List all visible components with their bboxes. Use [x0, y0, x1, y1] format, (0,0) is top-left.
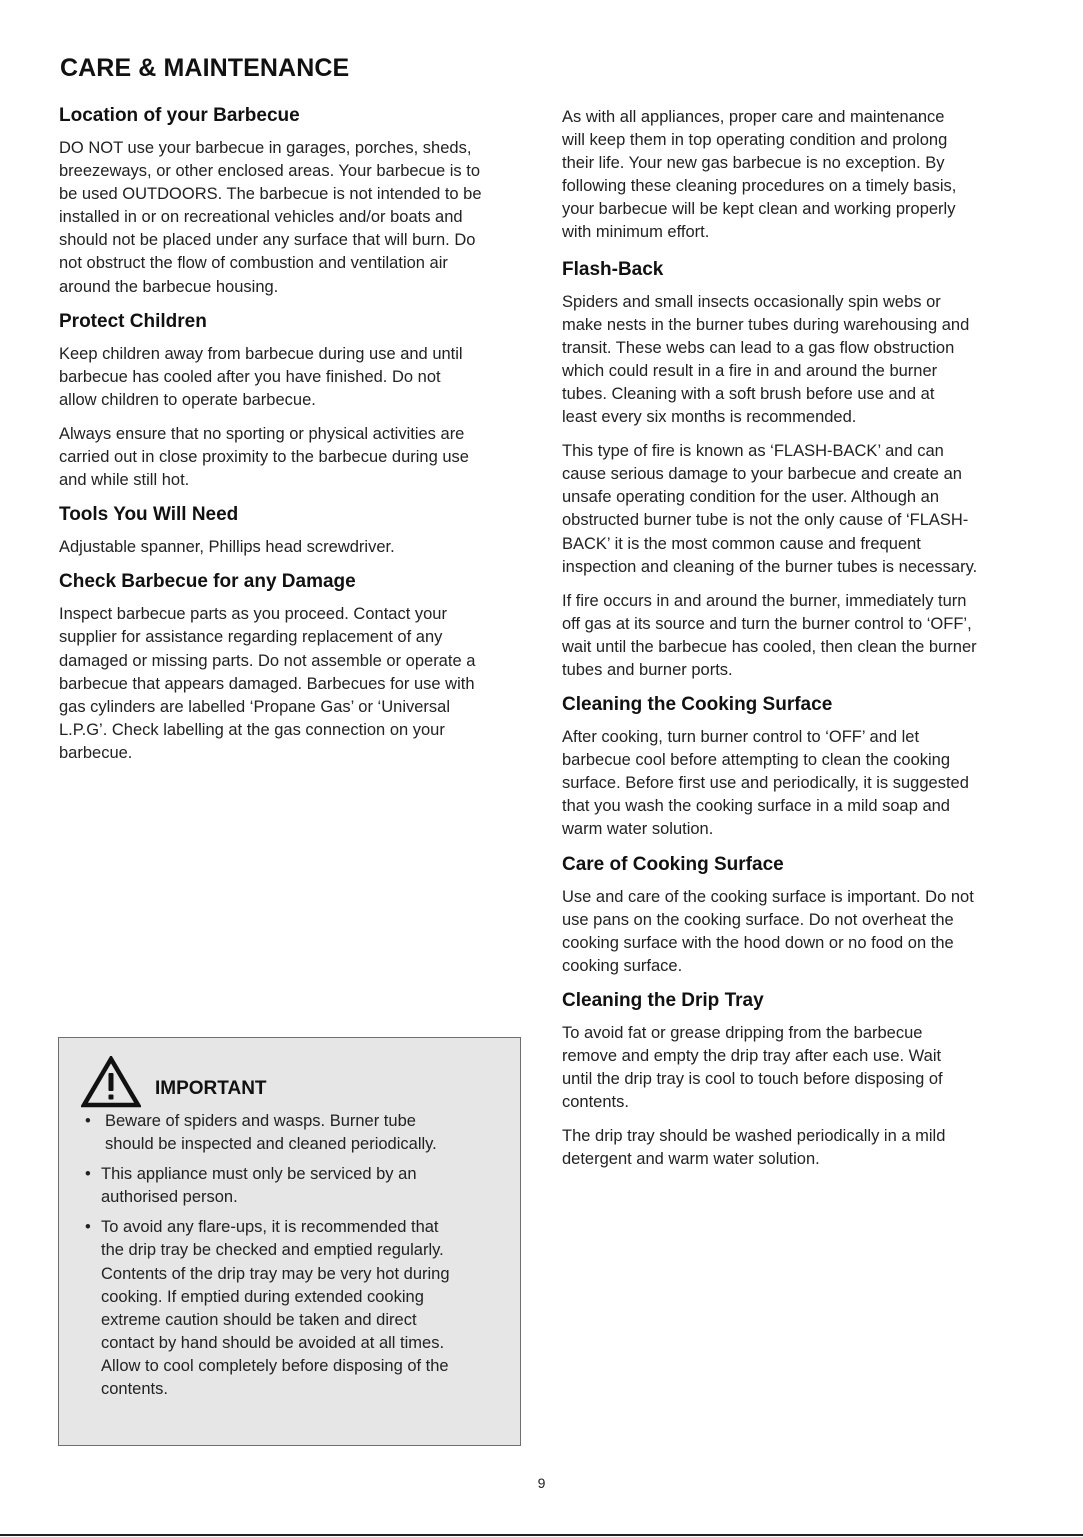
section-body: This type of fire is known as ‘FLASH-BACK’ and can cause serious damage to your barbecue and create an unsafe operating condition for the user. Although an obstructed burner tube is not the only cause of ‘FLASH- BACK’ it is the most common cause and frequent inspection and cleaning of the burner tubes is necessary. [562, 442, 978, 576]
intro-paragraph: As with all appliances, proper care and maintenance will keep them in top operating condition and prolong their life. Your new gas barbecue is no exception. By following these cleaning procedures on a timely basis, your barbecue will be kept clean and working properly with minimum effort. [562, 108, 957, 242]
section-cleaning-drip-tray [562, 989, 1032, 1172]
important-label: IMPORTANT [155, 1078, 267, 1099]
important-notice-box [58, 1037, 521, 1446]
section-body: Keep children away from barbecue during use and until barbecue has cooled after you have finished. Do not allow children to operate barbecue. [59, 344, 463, 409]
section-flash-back [562, 258, 1032, 683]
section-heading: Cleaning the Cooking Surface [562, 694, 833, 716]
section-body: Always ensure that no sporting or physical activities are carried out in close proximity to the barbecue during use and while still hot. [59, 424, 469, 490]
section-heading: Protect Children [59, 310, 207, 332]
left-column [59, 104, 529, 776]
page-title: CARE & MAINTENANCE [60, 54, 350, 82]
section-body: After cooking, turn burner control to ‘OFF’ and let barbecue cool before attempting to clean the cooking surface. Before first use and periodically, it is suggested that you wash the cooking surface in a mild soap and warm water solution. [562, 728, 969, 839]
section-body: If fire occurs in and around the burner, immediately turn off gas at its source and turn the burner control to ‘OFF’, wait until the barbecue has cooled, then clean the burner tubes and burner ports. [562, 591, 977, 679]
section-body: Spiders and small insects occasionally spin webs or make nests in the burner tubes during warehousing and transit. These webs can lead to a gas flow obstruction which could result in a fire in and around the burner tubes. Cleaning with a soft brush before use and at least every six months is recommended. [562, 292, 970, 427]
section-heading: Tools You Will Need [59, 504, 239, 526]
section-heading: Location of your Barbecue [59, 105, 300, 126]
section-body: To avoid fat or grease dripping from the barbecue remove and empty the drip tray after each use. Wait until the drip tray is cool to touch before disposing of contents. [562, 1023, 943, 1112]
section-protect-children [59, 310, 529, 493]
section-body: Use and care of the cooking surface is important. Do not use pans on the cooking surface. Do not overheat the cooking surface with the hood down or no food on the cooking surface. [562, 887, 974, 975]
section-heading: Check Barbecue for any Damage [59, 571, 356, 593]
list-item: • This appliance must only be serviced by an authorised person. [83, 1163, 503, 1209]
important-list [83, 1110, 503, 1408]
list-item: • Beware of spiders and wasps. Burner tube should be inspected and cleaned periodically. [83, 1110, 503, 1156]
section-body: The drip tray should be washed periodically in a mild detergent and warm water solution. [562, 1127, 946, 1169]
section-heading: Cleaning the Drip Tray [562, 989, 764, 1011]
page-number: 9 [537, 1475, 546, 1491]
right-column [562, 106, 1032, 1182]
section-body: Inspect barbecue parts as you proceed. Contact your supplier for assistance regarding replacement of any damaged or missing parts. Do not assemble or operate a barbecue that appears damaged. Barbecues for use with gas cylinders are labelled ‘Propane Gas’ or ‘Universal L.P.G’. Check labelling at the gas connection on your barbecue. [59, 605, 476, 762]
section-heading: Care of Cooking Surface [562, 853, 784, 875]
bottom-rule [0, 1534, 1083, 1536]
warning-triangle-icon [81, 1056, 141, 1108]
list-item: • To avoid any flare-ups, it is recommended that the drip tray be checked and emptied regularly. Contents of the drip tray may be very hot during cooking. If emptied during extended cooking extreme caution should be taken and direct contact by hand should be avoided at all times. Allow to cool completely before disposing of the contents. [83, 1216, 503, 1401]
section-check-damage [59, 570, 529, 765]
section-location [59, 104, 529, 299]
section-body: Adjustable spanner, Phillips head screwdriver. [59, 538, 395, 557]
section-care-cooking-surface [562, 853, 1032, 978]
important-header [81, 1056, 381, 1106]
section-tools [59, 503, 529, 559]
section-body: DO NOT use your barbecue in garages, porches, sheds, breezeways, or other enclosed areas. Your barbecue is to be used OUTDOORS. The barbecue is not intended to be installed in or on recreational vehicles and/or boats and should not be placed under any surface that will burn. Do not obstruct the flow of combustion and ventilation air around the barbecue housing. [59, 139, 482, 296]
section-heading: Flash-Back [562, 258, 664, 280]
section-cleaning-cooking-surface [562, 693, 1032, 841]
